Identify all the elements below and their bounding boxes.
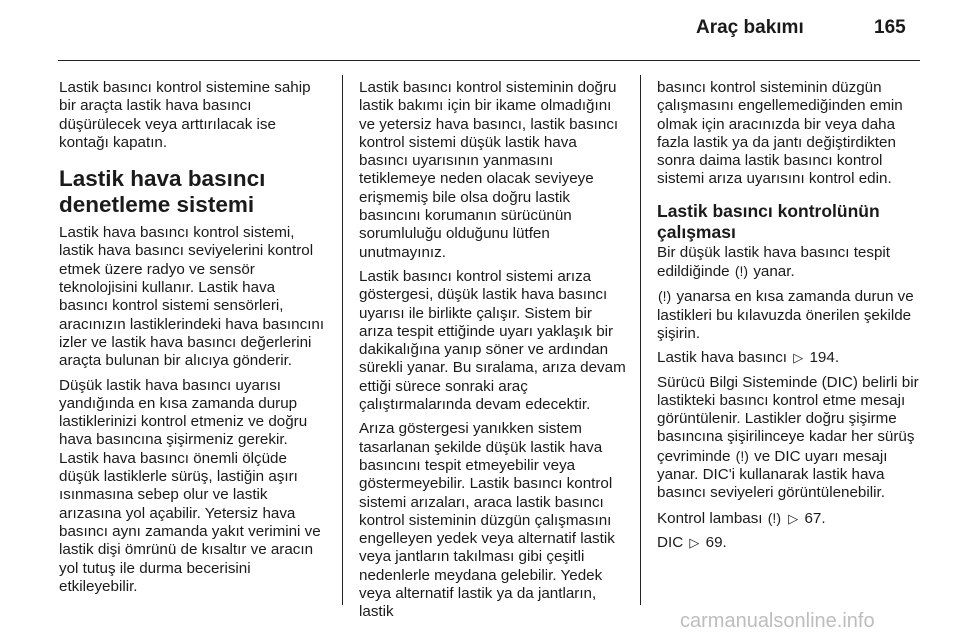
column-1: [59, 79, 326, 602]
page-reference-icon: ▷: [788, 510, 799, 526]
paragraph: Lastik basıncı kontrol sistemi arıza göstergesi, düşük lastik hava basıncı uyarısı ile birlikte çalışır. Sistem bir arıza tespit ettiğinde uyarı yaklaşık bir dakikalığına yanıp söner ve ardından sürekli yanar. Bu sıralama, arıza devam ettiği sürece sonraki araç çalıştırmalarında devam edecektir.: [359, 267, 626, 414]
chapter-title: Araç bakımı: [696, 17, 804, 38]
paragraph: DIC ▷ 69.: [657, 533, 727, 551]
paragraph: Düşük lastik hava basıncı uyarısı yandığında en kısa zamanda durup lastiklerinizi kontrol etmeniz ve doğru hava basıncına şişirmeniz gerekir. Lastik hava basıncı önemli ölçüde düşük lastiklerle sürüş, lastiğin aşırı ısınmasına sebep olur ve lastik arızasına yol açabilir. Yetersiz hava basıncı aynı zamanda yakıt verimini ve lastik dişi ömrünü de kısaltır ve aracın yol tutuş ile durma becerisini etkileyebilir.: [59, 376, 321, 595]
column-3: [657, 79, 927, 558]
section-heading: [59, 166, 326, 218]
paragraph: Bir düşük lastik hava basıncı tespit edildiğinde (!) yanar.: [657, 243, 890, 281]
subsection-heading: [657, 201, 927, 243]
watermark: carmanualsonline.info: [680, 610, 875, 632]
paragraph: Lastik hava basıncı kontrol sistemi, lastik hava basıncı seviyelerini kontrol etmek üzere radyo ve sensör teknolojisini kullanır. Lastik hava basıncı kontrol sistemi sensörleri, aracınızın lastiklerindeki hava basıncını izler ve lastik hava basıncı değerlerini araçta bulunan bir alıcıya gönderir.: [59, 224, 325, 370]
subsection-heading-line1: Lastik basıncı kontrolünün: [657, 200, 880, 221]
page-reference-icon: ▷: [689, 534, 700, 550]
page-reference-link[interactable]: 194.: [809, 349, 840, 367]
page-number: 165: [874, 17, 906, 38]
page-reference-link[interactable]: 69.: [705, 533, 727, 551]
section-heading-line2: denetleme sistemi: [59, 192, 255, 218]
tire-pressure-warning-icon: (!): [735, 447, 749, 464]
page-reference-link[interactable]: 67.: [804, 509, 826, 527]
page-reference-icon: ▷: [793, 350, 804, 366]
paragraph: Kontrol lambası (!) ▷ 67.: [657, 509, 826, 527]
column-divider: [640, 75, 641, 605]
tire-pressure-warning-icon: (!): [734, 263, 749, 280]
tire-pressure-warning-icon: (!): [658, 288, 672, 305]
intro-paragraph: Lastik basıncı kontrol sistemine sahip bir araçta lastik hava basıncı düşürülecek veya arttırılacak ise kontağı kapatın.: [59, 79, 311, 151]
paragraph: Sürücü Bilgi Sisteminde (DIC) belirli bir lastikteki basıncı kontrol etme mesajı görüntülenir. Lastikler doğru şişirme basıncına şişirilinceye kadar her sürüş çevriminde (!) ve DIC uyarı mesajı yanar. DIC'i kullanarak lastik hava basıncı seviyeleri görüntülenebilir.: [657, 373, 919, 502]
column-divider: [342, 75, 343, 605]
paragraph: (!) yanarsa en kısa zamanda durun ve lastikleri bu kılavuzda önerilen şekilde şişirin.: [657, 288, 914, 342]
subsection-heading-line2: çalışması: [657, 221, 736, 242]
section-heading-line1: Lastik hava basıncı: [59, 166, 266, 192]
paragraph: Arıza göstergesi yanıkken sistem tasarlanan şekilde düşük lastik hava basıncını tespit etmeyebilir veya göstermeyebilir. Lastik basıncı kontrol sistemi arızaları, araca lastik basıncı kontrol sisteminin düzgün çalışmasını engelleyen yedek veya alternatif lastik veya jantların takılması gibi çeşitli nedenlerle meydana gelebilir. Yedek veya alternatif lastik ya da jantların, lastik: [359, 420, 615, 621]
paragraph: Lastik basıncı kontrol sisteminin doğru lastik bakımı için bir ikame olmadığını ve yetersiz hava basıncı, lastik basıncı kontrol sistemi düşük lastik hava basıncı uyarısının yanmasını tetiklemeye neden olacak seviyeye erişmemiş bile olsa doğru lastik basıncını korumanın sürücünün sorumluluğu olduğunu lütfen unutmayınız.: [359, 79, 619, 261]
column-2: [359, 79, 629, 628]
paragraph: Lastik hava basıncı ▷ 194.: [657, 349, 840, 367]
paragraph: basıncı kontrol sisteminin düzgün çalışmasını engellemediğinden emin olmak için aracınızda bir veya daha fazla lastik ya da jantı değiştirdikten sonra daima lastik basıncı kontrol sistemi arıza uyarısını kontrol edin.: [657, 79, 903, 188]
header-divider: [58, 60, 920, 61]
tire-pressure-warning-icon: (!): [767, 509, 781, 526]
